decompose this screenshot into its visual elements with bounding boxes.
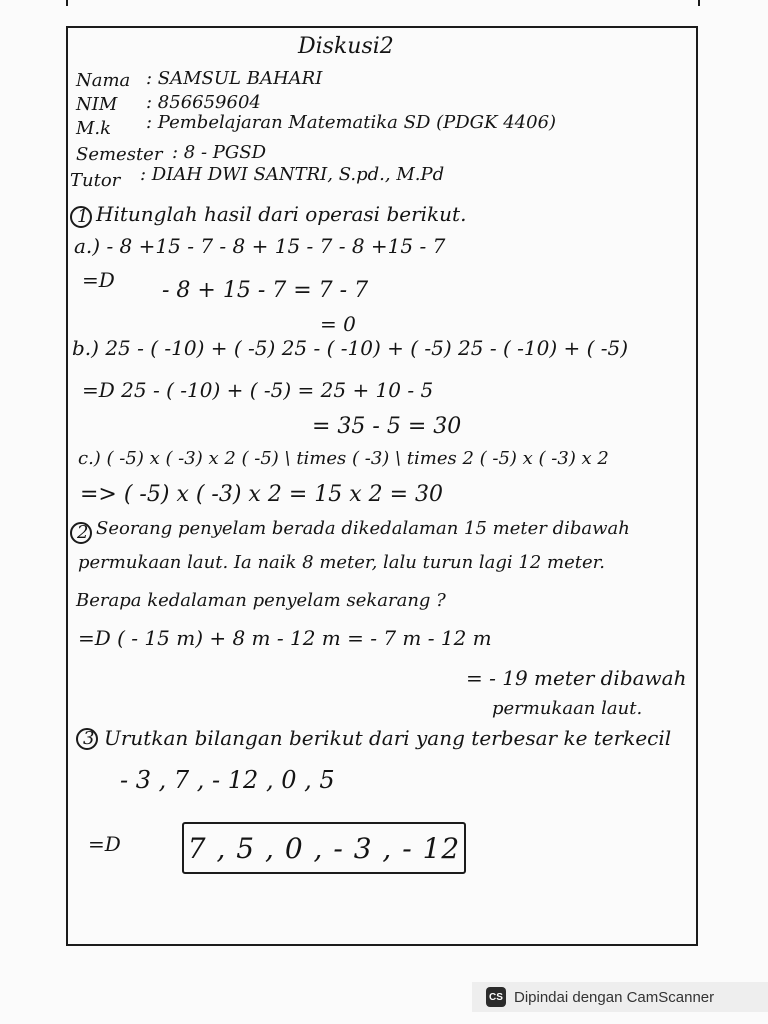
q1b-work: =D 25 - ( -10) + ( -5) = 25 + 10 - 5 [82,378,434,402]
camscanner-logo-icon: CS [486,987,506,1007]
q2-work: =D ( - 15 m) + 8 m - 12 m = - 7 m - 12 m [78,626,492,650]
q3-prompt: Urutkan bilangan berikut dari yang terbesar ke terkecil [104,726,672,750]
q2-line2: permukaan laut. Ia naik 8 meter, lalu turun lagi 12 meter. [78,552,605,573]
nim-label: NIM [76,94,118,115]
q1a-arrow: =D [82,268,115,292]
q3-answer-box [182,822,466,874]
q3-numbers: - 3 , 7 , - 12 , 0 , 5 [120,766,335,794]
q3-number: 3 [83,728,95,749]
semester-value: : 8 - PGSD [172,142,267,163]
q1a-expression: a.) - 8 +15 - 7 - 8 + 15 - 7 - 8 +15 - 7 [74,234,446,258]
mk-value: : Pembelajaran Matematika SD (PDGK 4406) [146,112,557,133]
q1c-expression: c.) ( -5) x ( -3) x 2 ( -5) \ times ( -3) \ times 2 ( -5) x ( -3) x 2 [78,448,609,469]
camscanner-watermark [472,982,768,1012]
q1-prompt: Hitunglah hasil dari operasi berikut. [96,202,467,226]
mk-label: M.k [76,118,112,139]
nama-label: Nama [76,70,131,91]
q1-number: 1 [77,206,89,227]
q2-line1: Seorang penyelam berada dikedalaman 15 meter dibawah [96,518,630,539]
semester-label: Semester [76,144,163,165]
tutor-value: : DIAH DWI SANTRI, S.pd., M.Pd [140,164,445,185]
q1a-result: = 0 [320,312,356,336]
q1a-work: - 8 + 15 - 7 = 7 - 7 [162,278,369,303]
nim-value: : 856659604 [146,92,261,113]
q2-result-line2: permukaan laut. [492,698,643,719]
q1b-result: = 35 - 5 = 30 [312,414,462,439]
q1b-expression: b.) 25 - ( -10) + ( -5) 25 - ( -10) + ( -5) 25 - ( -10) + ( -5) [72,336,629,360]
page-title: Diskusi2 [298,34,394,59]
q2-number: 2 [77,522,89,543]
q2-line3: Berapa kedalaman penyelam sekarang ? [76,590,446,611]
camscanner-text: Dipindai dengan CamScanner [514,988,715,1006]
frame-top-edge [66,0,700,6]
q3-answer: 7 , 5 , 0 , - 3 , - 12 [187,831,461,865]
q2-result-line1: = - 19 meter dibawah [466,666,687,690]
tutor-label: Tutor [70,170,121,191]
q1c-work: => ( -5) x ( -3) x 2 = 15 x 2 = 30 [80,482,444,507]
q3-arrow: =D [88,832,121,856]
nama-value: : SAMSUL BAHARI [146,68,323,89]
